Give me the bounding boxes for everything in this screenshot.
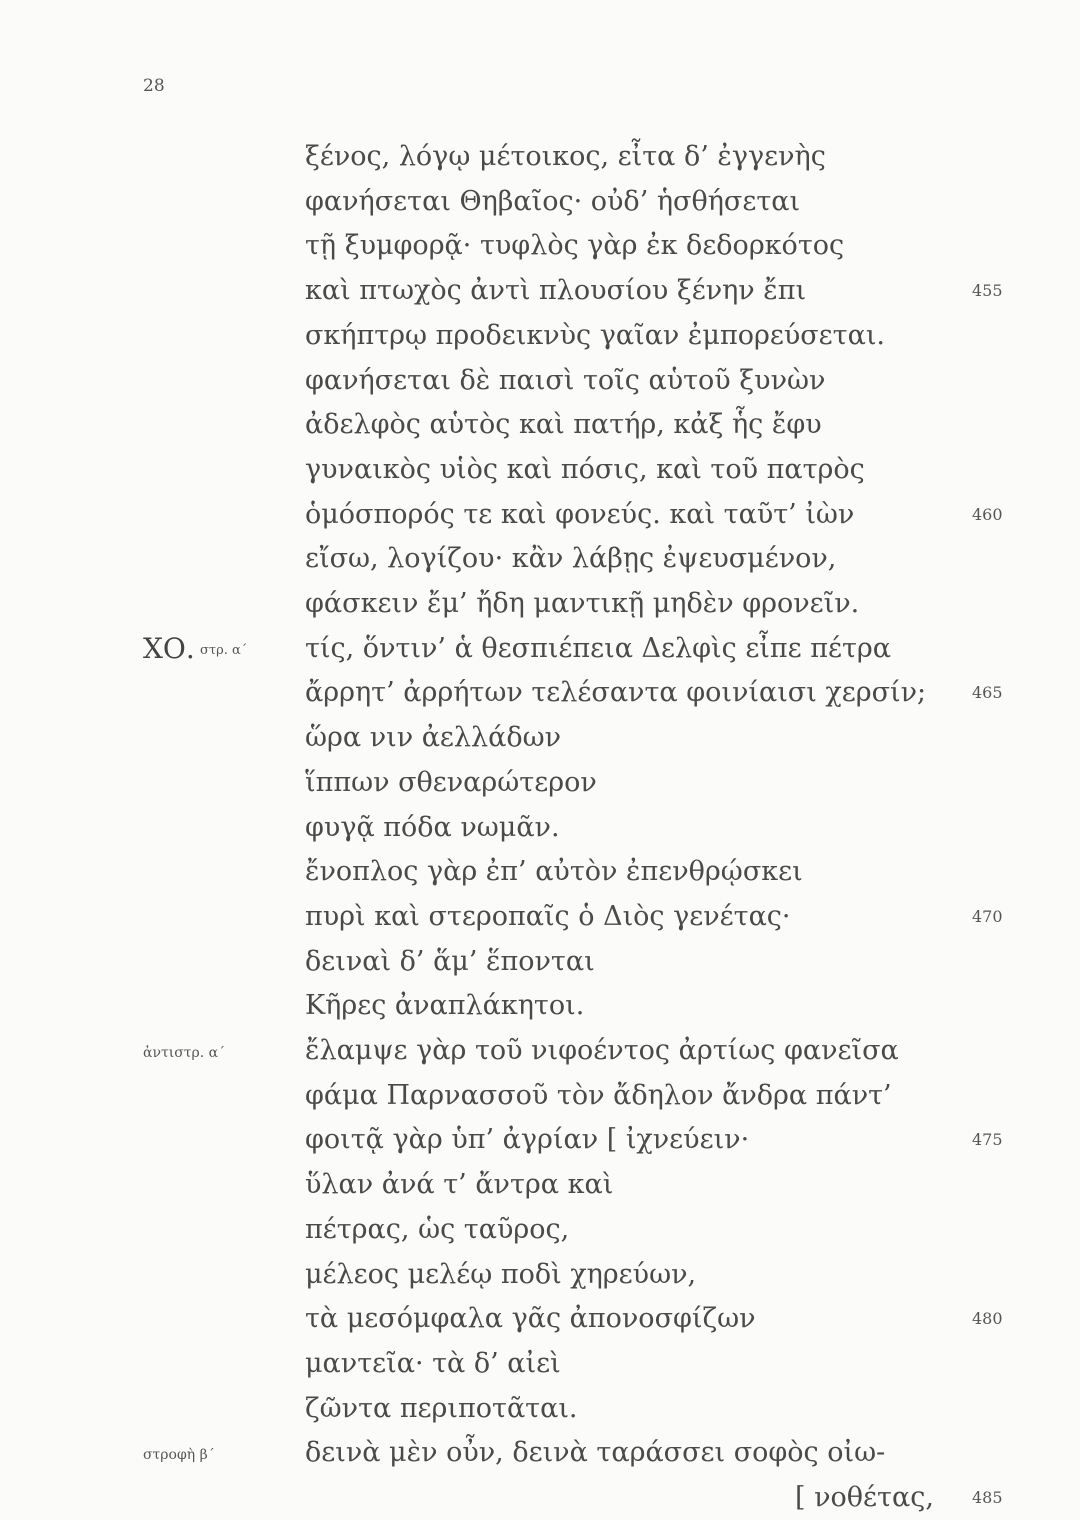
verse-line [0, 1118, 1080, 1162]
verse-text: πυρὶ καὶ στεροπαῖς ὁ Διὸς γενέτας· [305, 900, 791, 932]
verse-text: μαντεῖα· τὰ δ’ αἰεὶ [305, 1347, 561, 1379]
verse-text: πέτρας, ὡς ταῦρος, [305, 1213, 570, 1245]
strophe-label: στρ. α΄ [200, 642, 248, 658]
verse-line [0, 314, 1080, 358]
verse-line [0, 1342, 1080, 1386]
verse-text: ἀδελφὸς αὑτὸς καὶ πατήρ, κἀξ ἧς ἔφυ [305, 409, 822, 441]
verse-line [0, 180, 1080, 224]
verse-line [0, 1297, 1080, 1341]
verse-text: εἴσω, λογίζου· κἂν λάβῃς ἐψευσμένον, [305, 543, 837, 575]
verse-line [0, 537, 1080, 581]
verse-line [0, 224, 1080, 268]
verse-text: γυναικὸς υἱὸς καὶ πόσις, καὶ τοῦ πατρὸς [305, 453, 865, 485]
verse-line [0, 1163, 1080, 1207]
verse-text: καὶ πτωχὸς ἀντὶ πλουσίου ξένην ἔπι [305, 275, 807, 307]
verse-text: φανήσεται Θηβαῖος· οὐδ’ ἡσθήσεται [305, 185, 801, 217]
verse-text: ἄρρητ’ ἀρρήτων τελέσαντα φοινίαισι χερσίν; [305, 677, 927, 709]
verse-line [0, 1208, 1080, 1252]
verse-line [0, 895, 1080, 939]
verse-text: δειναὶ δ’ ἅμ’ ἕπονται [305, 945, 595, 977]
verse-text: φάμα Παρνασσοῦ τὸν ἄδηλον ἄνδρα πάντ’ [305, 1079, 892, 1111]
line-number: 470 [972, 906, 1003, 926]
line-number: 475 [972, 1130, 1003, 1150]
verse-line [0, 269, 1080, 313]
verse-text: φοιτᾷ γὰρ ὑπ’ ἀγρίαν [ ἰχνεύειν· [305, 1124, 750, 1156]
speaker-label: ΧΟ. [143, 631, 195, 665]
verse-text: σκήπτρῳ προδεικνὺς γαῖαν ἐμπορεύσεται. [305, 319, 885, 351]
strophe-marker: στροφὴ β΄ [143, 1447, 215, 1464]
verse-text: ἔνοπλος γὰρ ἐπ’ αὐτὸν ἐπενθρῴσκει [305, 856, 803, 888]
verse-line [0, 850, 1080, 894]
verse-text: δεινὰ μὲν οὖν, δεινὰ ταράσσει σοφὸς οἰω- [305, 1437, 886, 1469]
verse-text: φυγᾷ πόδα νωμᾶν. [305, 811, 560, 843]
verse-line [0, 716, 1080, 760]
verse-line [0, 940, 1080, 984]
verse-text: Κῆρες ἀναπλάκητοι. [305, 990, 585, 1022]
verse-line [0, 1431, 1080, 1475]
verse-line [0, 761, 1080, 805]
line-number: 485 [972, 1488, 1003, 1507]
line-number: 460 [972, 504, 1003, 524]
verse-line [0, 627, 1080, 671]
verse-line [0, 403, 1080, 447]
verse-line [0, 806, 1080, 850]
verse-text: φάσκειν ἔμ’ ἤδη μαντικῇ μηδὲν φρονεῖν. [305, 588, 860, 619]
line-number: 455 [972, 281, 1003, 301]
verse-text: ὕλαν ἀνά τ’ ἄντρα καὶ [305, 1169, 614, 1201]
verse-text: τὰ μεσόμφαλα γᾶς ἀπονοσφίζων [305, 1303, 756, 1335]
verse-text: τίς, ὅντιν’ ἁ θεσπιέπεια Δελφὶς εἶπε πέτρα [305, 632, 891, 664]
strophe-marker: ἀντιστρ. α΄ [143, 1045, 226, 1061]
verse-text: ἔλαμψε γὰρ τοῦ νιφοέντος ἀρτίως φανεῖσα [305, 1035, 899, 1066]
verse-text: ὥρα νιν ἀελλάδων [305, 722, 562, 754]
verse-line [0, 135, 1080, 179]
verse-line [0, 1476, 1080, 1520]
verse-line [0, 359, 1080, 403]
verse-text: μέλεος μελέῳ ποδὶ χηρεύων, [305, 1258, 697, 1290]
verse-line [0, 671, 1080, 715]
verse-line [0, 984, 1080, 1028]
line-number: 480 [972, 1309, 1003, 1329]
verse-line [0, 1253, 1080, 1297]
verse-line [0, 448, 1080, 492]
verse-line [0, 582, 1080, 626]
verse-text: ζῶντα περιποτᾶται. [305, 1392, 578, 1424]
line-number: 465 [972, 683, 1003, 703]
verse-line [0, 1387, 1080, 1431]
verse-text: τῇ ξυμφορᾷ· τυφλὸς γὰρ ἐκ δεδορκότος [305, 230, 845, 262]
verse-line [0, 1029, 1080, 1073]
verse-text: [ νοθέτας, [795, 1482, 934, 1513]
verse-text: φανήσεται δὲ παισὶ τοῖς αὑτοῦ ξυνὼν [305, 364, 826, 396]
verse-text: ξένος, λόγῳ μέτοικος, εἶτα δ’ ἐγγενὴς [305, 141, 826, 172]
verse-line [0, 1074, 1080, 1118]
verse-line [0, 493, 1080, 537]
verse-text: ὁμόσπορός τε καὶ φονεύς. καὶ ταῦτ’ ἰὼν [305, 498, 855, 530]
page-number: 28 [143, 76, 165, 96]
verse-text: ἵππων σθεναρώτερον [305, 766, 597, 798]
